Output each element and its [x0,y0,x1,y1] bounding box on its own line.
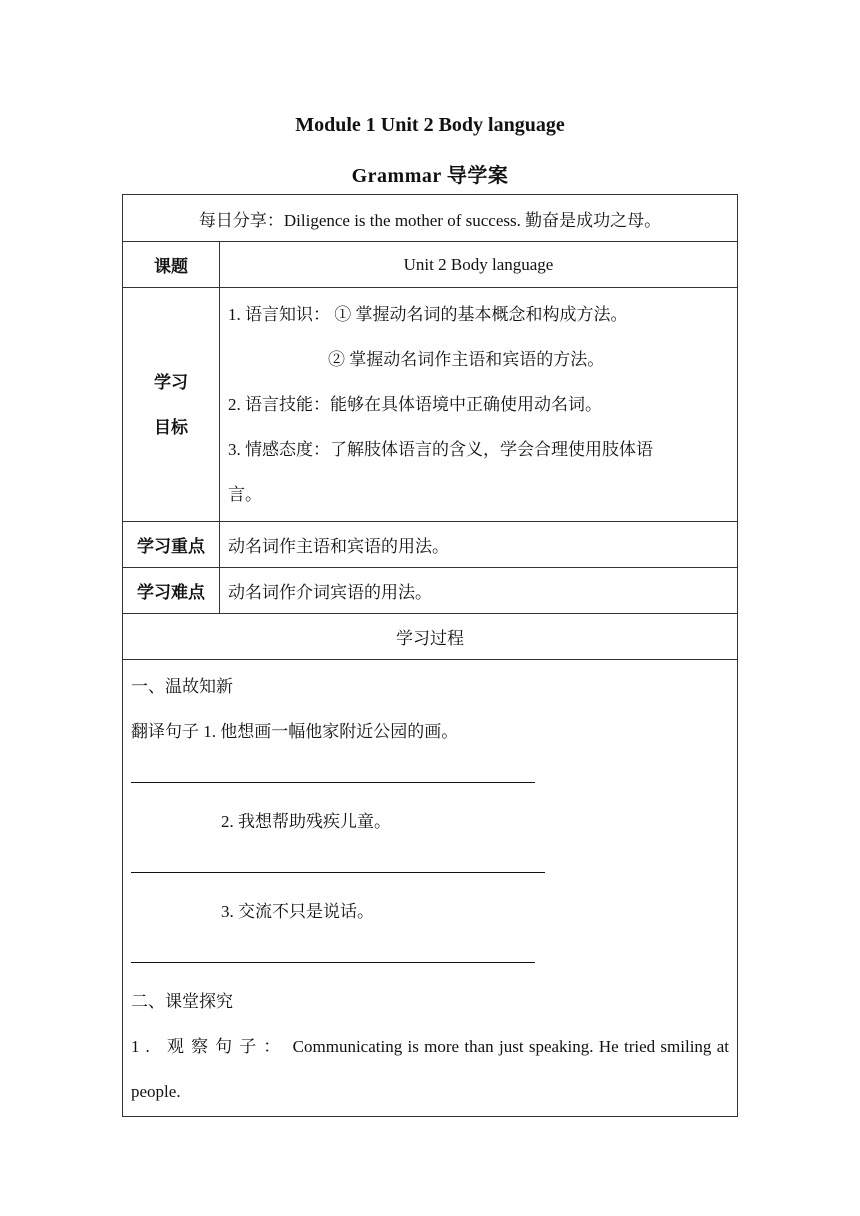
document-subtitle: Grammar 导学案 [351,165,509,187]
translate-item-2: 2. 我想帮助残疾儿童。 [221,812,391,831]
goal-attitude: 3. 情感态度：了解肢体语言的含义，学会合理使用肢体语 [228,440,653,459]
answer-line-3[interactable] [131,934,729,979]
process-header-row [123,614,738,660]
translate-item-1: 翻译句子 1. 他想画一幅他家附近公园的画。 [131,722,459,741]
goals-row [123,288,738,522]
observe-sentences [131,1024,729,1114]
difficulty-row [123,568,738,614]
goal-knowledge-2: ② 掌握动名词作主语和宾语的方法。 [328,350,605,369]
observe-text: Communicating is more than just speaking. He tried smiling at people. [131,1037,730,1101]
study-guide-table [122,194,738,1117]
goals-label-line1: 学习 [154,372,188,392]
topic-row [123,242,738,288]
goal-skill: 2. 语言技能：能够在具体语境中正确使用动名词。 [228,395,602,414]
goal-knowledge: 1. 语言知识： ① 掌握动名词的基本概念和构成方法。 [228,305,628,324]
goal-attitude-cont: 言。 [228,485,262,504]
difficulty-label: 学习难点 [123,568,220,614]
answer-line-2[interactable] [131,844,729,889]
translate-item-3: 3. 交流不只是说话。 [221,902,374,921]
daily-share: 每日分享：Diligence is the mother of success. 勤奋是成功之母。 [123,195,738,242]
answer-line-1[interactable] [131,754,729,799]
section-review: 一、温故知新 [131,677,233,696]
section-explore: 二、课堂探究 [131,992,233,1011]
process-row [123,660,738,1117]
daily-share-row [123,195,738,242]
topic-label: 课题 [123,242,220,288]
process-header: 学习过程 [123,614,738,660]
key-point-row [123,522,738,568]
process-content [123,660,738,1117]
difficulty-value: 动名词作介词宾语的用法。 [220,568,738,614]
topic-value: Unit 2 Body language [220,242,738,288]
key-point-value: 动名词作主语和宾语的用法。 [220,522,738,568]
observe-label: 1. 观察句子： [131,1037,288,1056]
document-title: Module 1 Unit 2 Body language [295,114,565,136]
goals-content [220,288,738,522]
goals-label-line2: 目标 [154,417,188,437]
key-point-label: 学习重点 [123,522,220,568]
goals-label [123,288,220,522]
